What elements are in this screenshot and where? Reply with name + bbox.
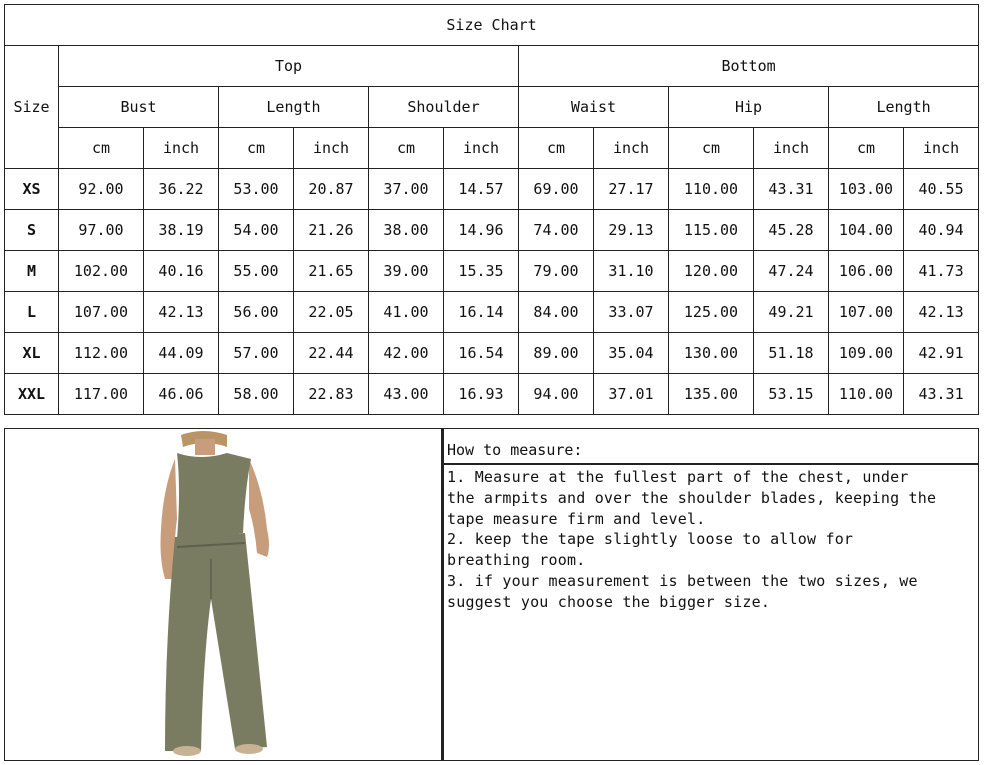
wide-leg-pants [165,533,267,751]
size-row [5,374,979,415]
measurement-cell: 31.10 [594,251,669,292]
measurement-cell: 120.00 [669,251,754,292]
measurement-cell: 15.35 [444,251,519,292]
measure-header-hip: Hip [669,87,829,128]
measurement-cell: 89.00 [519,333,594,374]
measure-header-top-length: Length [219,87,369,128]
measurement-cell: 106.00 [829,251,904,292]
size-row [5,292,979,333]
measurement-cell: 53.15 [754,374,829,415]
measure-header-bust: Bust [59,87,219,128]
right-arm [249,459,269,557]
measurement-cell: 135.00 [669,374,754,415]
left-shoe [173,746,201,756]
size-label: S [5,210,59,251]
measurement-cell: 44.09 [144,333,219,374]
measurement-cell: 103.00 [829,169,904,210]
measurement-cell: 53.00 [219,169,294,210]
measurement-cell: 130.00 [669,333,754,374]
measurement-cell: 57.00 [219,333,294,374]
size-row [5,210,979,251]
measurement-cell: 40.16 [144,251,219,292]
measure-header-shoulder: Shoulder [369,87,519,128]
group-header-top: Top [59,46,519,87]
measurement-cell: 112.00 [59,333,144,374]
unit-header: cm [219,128,294,169]
measurement-cell: 104.00 [829,210,904,251]
measurement-cell: 35.04 [594,333,669,374]
measurement-cell: 79.00 [519,251,594,292]
chart-title: Size Chart [5,5,979,46]
measure-header-bottom-length: Length [829,87,979,128]
measurement-cell: 21.26 [294,210,369,251]
measurement-cell: 69.00 [519,169,594,210]
measurement-cell: 56.00 [219,292,294,333]
measurement-cell: 21.65 [294,251,369,292]
instruction-line: 3. if your measurement is between the two sizes, we [447,571,918,590]
measurement-cell: 110.00 [829,374,904,415]
measurement-cell: 39.00 [369,251,444,292]
measurement-cell: 102.00 [59,251,144,292]
measurement-cell: 40.94 [904,210,979,251]
size-label: XS [5,169,59,210]
measurement-cell: 74.00 [519,210,594,251]
measurement-cell: 97.00 [59,210,144,251]
measurement-cell: 115.00 [669,210,754,251]
measurement-cell: 42.00 [369,333,444,374]
measurement-cell: 37.01 [594,374,669,415]
product-photo [4,428,442,761]
measurement-cell: 36.22 [144,169,219,210]
measurement-cell: 110.00 [669,169,754,210]
size-chart-table [4,4,979,415]
measurement-cell: 51.18 [754,333,829,374]
instruction-line: 1. Measure at the fullest part of the chest, under [447,468,909,486]
measurement-cell: 45.28 [754,210,829,251]
unit-header: inch [294,128,369,169]
model-figure-illustration [5,429,442,761]
measurement-cell: 84.00 [519,292,594,333]
measurement-cell: 16.54 [444,333,519,374]
measurement-cell: 49.21 [754,292,829,333]
unit-header: inch [444,128,519,169]
measurement-cell: 20.87 [294,169,369,210]
neck [195,439,215,455]
measurement-cell: 107.00 [59,292,144,333]
unit-header: inch [144,128,219,169]
how-to-measure-instructions [444,465,978,613]
measurement-cell: 92.00 [59,169,144,210]
instruction-line: tape measure firm and level. [447,509,706,528]
measurement-cell: 107.00 [829,292,904,333]
unit-header: cm [829,128,904,169]
how-to-measure-title: How to measure: [444,429,978,465]
size-header: Size [5,46,59,169]
measurement-cell: 16.93 [444,374,519,415]
size-row [5,333,979,374]
measurement-cell: 54.00 [219,210,294,251]
size-label: XL [5,333,59,374]
measurement-cell: 37.00 [369,169,444,210]
measurement-cell: 43.00 [369,374,444,415]
measurement-cell: 22.44 [294,333,369,374]
unit-header: cm [59,128,144,169]
measurement-cell: 22.83 [294,374,369,415]
measurement-cell: 94.00 [519,374,594,415]
measurement-cell: 29.13 [594,210,669,251]
measurement-cell: 22.05 [294,292,369,333]
measurement-cell: 46.06 [144,374,219,415]
instruction-line: breathing room. [447,551,586,570]
instruction-line: 2. keep the tape slightly loose to allow for [447,530,854,549]
measurement-cell: 41.73 [904,251,979,292]
instruction-line: the armpits and over the shoulder blades, keeping the [447,488,937,507]
measurement-cell: 42.91 [904,333,979,374]
measurement-cell: 58.00 [219,374,294,415]
measurement-cell: 41.00 [369,292,444,333]
measurement-cell: 40.55 [904,169,979,210]
measurement-cell: 42.13 [144,292,219,333]
measurement-cell: 125.00 [669,292,754,333]
instruction-line: suggest you choose the bigger size. [447,592,771,611]
unit-header: cm [669,128,754,169]
measurement-cell: 38.00 [369,210,444,251]
size-row [5,251,979,292]
measurement-cell: 43.31 [754,169,829,210]
unit-header: cm [369,128,444,169]
measurement-cell: 14.57 [444,169,519,210]
unit-header: cm [519,128,594,169]
size-label: M [5,251,59,292]
measurement-cell: 38.19 [144,210,219,251]
size-label: L [5,292,59,333]
sleeveless-top [177,453,251,539]
unit-header: inch [754,128,829,169]
measurement-cell: 55.00 [219,251,294,292]
group-header-bottom: Bottom [519,46,979,87]
measurement-cell: 14.96 [444,210,519,251]
measurement-cell: 43.31 [904,374,979,415]
measurement-cell: 42.13 [904,292,979,333]
measurement-cell: 33.07 [594,292,669,333]
measurement-cell: 109.00 [829,333,904,374]
size-label: XXL [5,374,59,415]
measure-header-waist: Waist [519,87,669,128]
unit-header: inch [594,128,669,169]
size-row [5,169,979,210]
measurement-cell: 47.24 [754,251,829,292]
unit-header: inch [904,128,979,169]
right-shoe [235,744,263,754]
measurement-cell: 27.17 [594,169,669,210]
measurement-cell: 16.14 [444,292,519,333]
measurement-cell: 117.00 [59,374,144,415]
how-to-measure-panel [442,428,979,761]
